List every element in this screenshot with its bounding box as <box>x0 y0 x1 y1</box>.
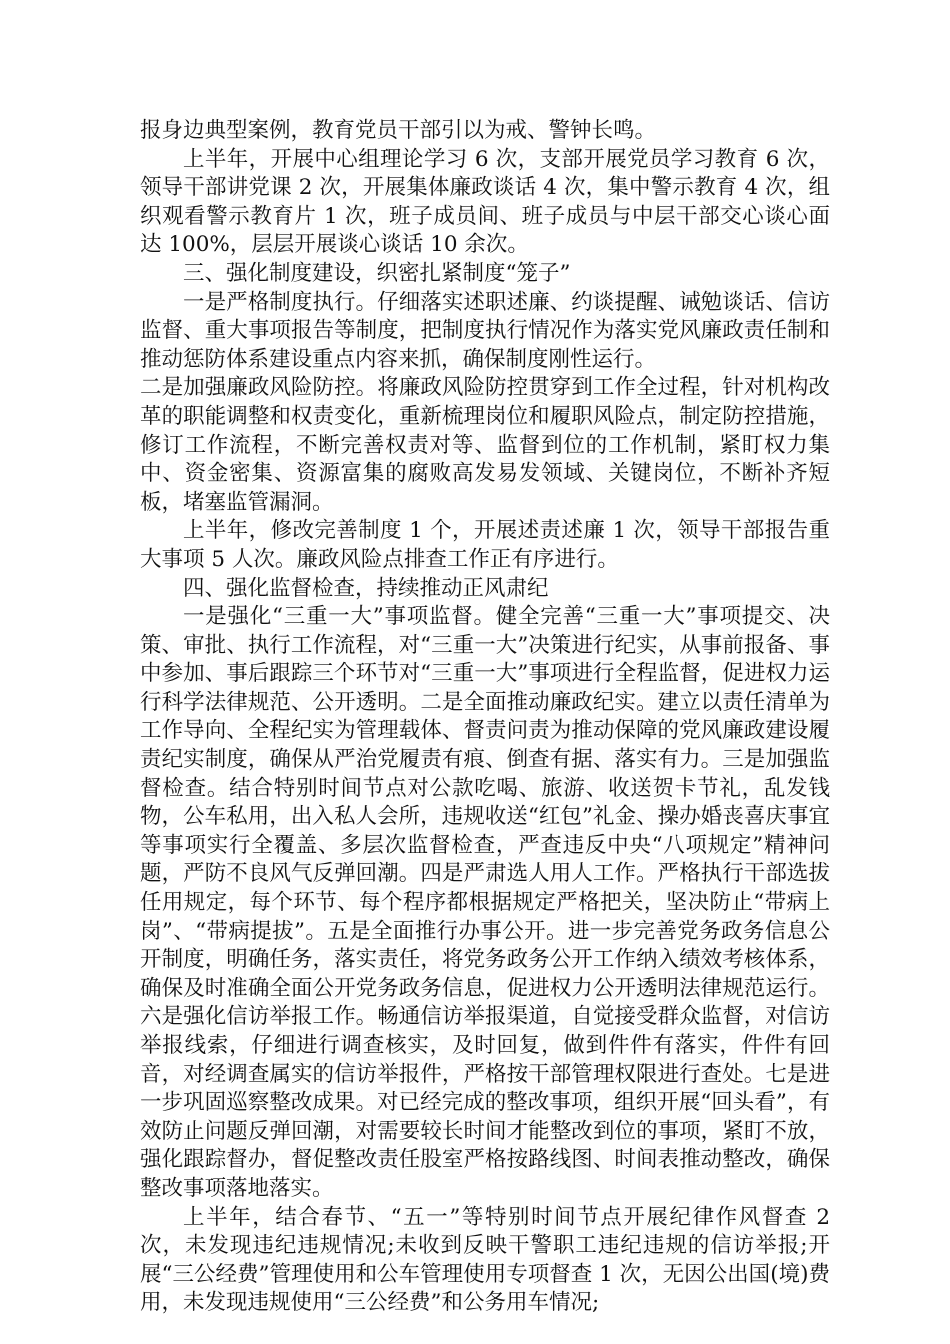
paragraph-4: 一是严格制度执行。仔细落实述职述廉、约谈提醒、诫勉谈话、信访监督、重大事项报告等制度，把制度执行情况作为落实党风廉政责任制和推动惩防体系建设重点内容来抓，确保制度刚性运行。 <box>140 289 830 372</box>
paragraph-1: 报身边典型案例，教育党员干部引以为戒、警钟长鸣。 <box>140 118 657 143</box>
paragraph-5: 二是加强廉政风险防控。将廉政风险防控贯穿到工作全过程，针对机构改革的职能调整和权责变化，重新梳理岗位和履职风险点，制定防控措施，修订工作流程，不断完善权责对等、监督到位的工作机制，紧盯权力集中、资金密集、资源富集的腐败高发易发领域、关键岗位，不断补齐短板，堵塞监管漏洞。 <box>140 375 830 515</box>
document-body <box>140 117 830 1318</box>
paragraph-8: 一是强化“三重一大”事项监督。健全完善“三重一大”事项提交、决策、审批、执行工作流程，对“三重一大”决策进行纪实，从事前报备、事中参加、事后跟踪三个环节对“三重一大”事项进行全程监督，促进权力运行科学法律规范、公开透明。二是全面推动廉政纪实。建立以责任清单为工作导向、全程纪实为管理载体、督责问责为推动保障的党风廉政建设履责纪实制度，确保从严治党履责有痕、倒查有据、落实有力。三是加强监督检查。结合特别时间节点对公款吃喝、旅游、收送贺卡节礼，乱发钱物，公车私用，出入私人会所，违规收送“红包”礼金、操办婚丧喜庆事宜等事项实行全覆盖、多层次监督检查，严查违反中央“八项规定”精神问题，严防不良风气反弹回潮。四是严肃选人用人工作。严格执行干部选拔任用规定，每个环节、每个程序都根据规定严格把关，坚决防止“带病上岗”、“带病提拔”。五是全面推行办事公开。进一步完善党务政务信息公开制度，明确任务，落实责任，将党务政务公开工作纳入绩效考核体系，确保及时准确全面公开党务政务信息，促进权力公开透明法律规范运行。六是强化信访举报工作。畅通信访举报渠道，自觉接受群众监督，对信访举报线索，仔细进行调查核实，及时回复，做到件件有落实，件件有回音，对经调查属实的信访举报件，严格按干部管理权限进行查处。七是进一步巩固巡察整改成果。对已经完成的整改事项，组织开展“回头看”，有效防止问题反弹回潮，对需要较长时间才能整改到位的事项，紧盯不放，强化跟踪督办，督促整改责任股室严格按路线图、时间表推动整改，确保整改事项落地落实。 <box>140 604 830 1201</box>
paragraph-2: 上半年，开展中心组理论学习 6 次，支部开展党员学习教育 6 次，领导干部讲党课 2 次，开展集体廉政谈话 4 次，集中警示教育 4 次，组织观看警示教育片 1 次，班子成员间、班子成员与中层干部交心谈心面达 100%，层层开展谈心谈话 10 余次。 <box>140 146 830 258</box>
section-heading-4: 四、强化监督检查，持续推动正风肃纪 <box>183 575 549 601</box>
paragraph-6: 上半年，修改完善制度 1 个，开展述责述廉 1 次，领导干部报告重大事项 5 人次。廉政风险点排查工作正有序进行。 <box>140 518 830 572</box>
paragraph-9: 上半年，结合春节、“五一”等特别时间节点开展纪律作风督查 2 次，未发现违纪违规情况;未收到反映干警职工违纪违规的信访举报;开展“三公经费”管理使用和公车管理使用专项督查 1 次，无因公出国(境)费用，未发现违规使用“三公经费”和公务用车情况; <box>140 1204 830 1316</box>
section-heading-3: 三、强化制度建设，织密扎紧制度“笼子” <box>183 260 571 286</box>
